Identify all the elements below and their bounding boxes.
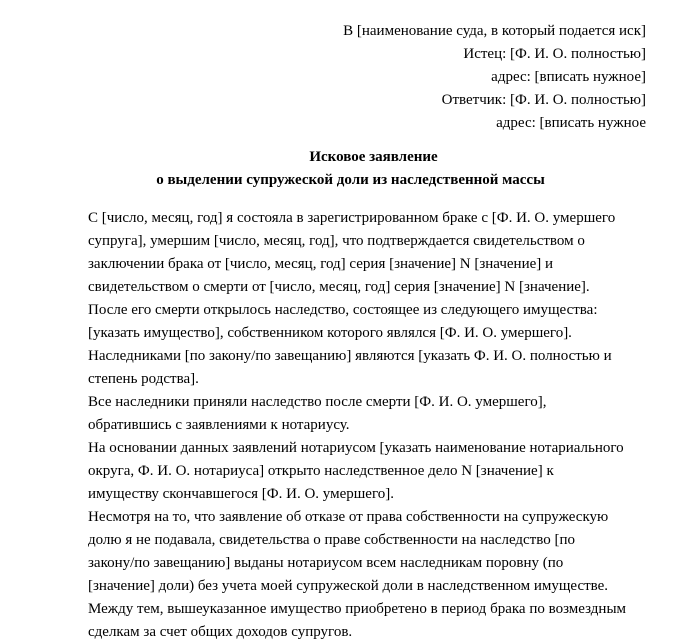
body-line: Между тем, вышеуказанное имущество приобретено в период брака по возмездным	[88, 601, 627, 617]
addressee-block	[343, 20, 646, 135]
body-line: С [число, месяц, год] я состояла в зарегистрированном браке с [Ф. И. О. умершего	[88, 210, 616, 226]
body-line: округа, Ф. И. О. нотариуса] открыто наследственное дело N [значение] к	[88, 463, 554, 479]
body-line: На основании данных заявлений нотариусом [указать наименование нотариального	[88, 440, 624, 456]
body-line: сделкам за счет общих доходов супругов.	[88, 624, 353, 640]
title-line-1: Исковое заявление	[309, 149, 438, 165]
body-line: После его смерти открылось наследство, состоящее из следующего имущества:	[88, 302, 598, 318]
body-line: долю я не подавала, свидетельства о праве собственности на наследство [по	[88, 532, 575, 548]
body-line: [значение] доли) без учета моей супружеской доли в наследственном имуществе.	[88, 578, 609, 594]
body-line: свидетельством о смерти от [число, месяц, год] серия [значение] N [значение].	[88, 279, 590, 295]
body-line: закону/по завещанию] выданы нотариусом всем наследникам поровну (по	[88, 555, 564, 571]
defendant-line: Ответчик: [Ф. И. О. полностью]	[441, 92, 646, 108]
body-line: имуществу скончавшегося [Ф. И. О. умершего].	[88, 486, 394, 502]
title-line-2: о выделении супружеской доли из наследственной массы	[156, 172, 545, 188]
body-line: супруга], умершим [число, месяц, год], что подтверждается свидетельством о	[88, 233, 585, 249]
body-line: Несмотря на то, что заявление об отказе от права собственности на супружескую	[88, 509, 609, 525]
plaintiff-line: Истец: [Ф. И. О. полностью]	[463, 46, 646, 62]
defendant-address-line: адрес: [вписать нужное	[496, 115, 646, 131]
body-line: [указать имущество], собственником которого являлся [Ф. И. О. умершего].	[88, 325, 572, 341]
court-line: В [наименование суда, в который подается иск]	[343, 23, 646, 39]
body-line: Все наследники приняли наследство после смерти [Ф. И. О. умершего],	[88, 394, 547, 410]
plaintiff-address-line: адрес: [вписать нужное]	[491, 69, 646, 85]
body-line: Наследниками [по закону/по завещанию] являются [указать Ф. И. О. полностью и	[88, 348, 612, 364]
document-title	[0, 146, 691, 192]
body-line: обратившись с заявлениями к нотариусу.	[88, 417, 350, 433]
body-line: заключении брака от [число, месяц, год] серия [значение] N [значение] и	[88, 256, 554, 272]
document-body	[88, 207, 668, 644]
body-line: степень родства].	[88, 371, 199, 387]
